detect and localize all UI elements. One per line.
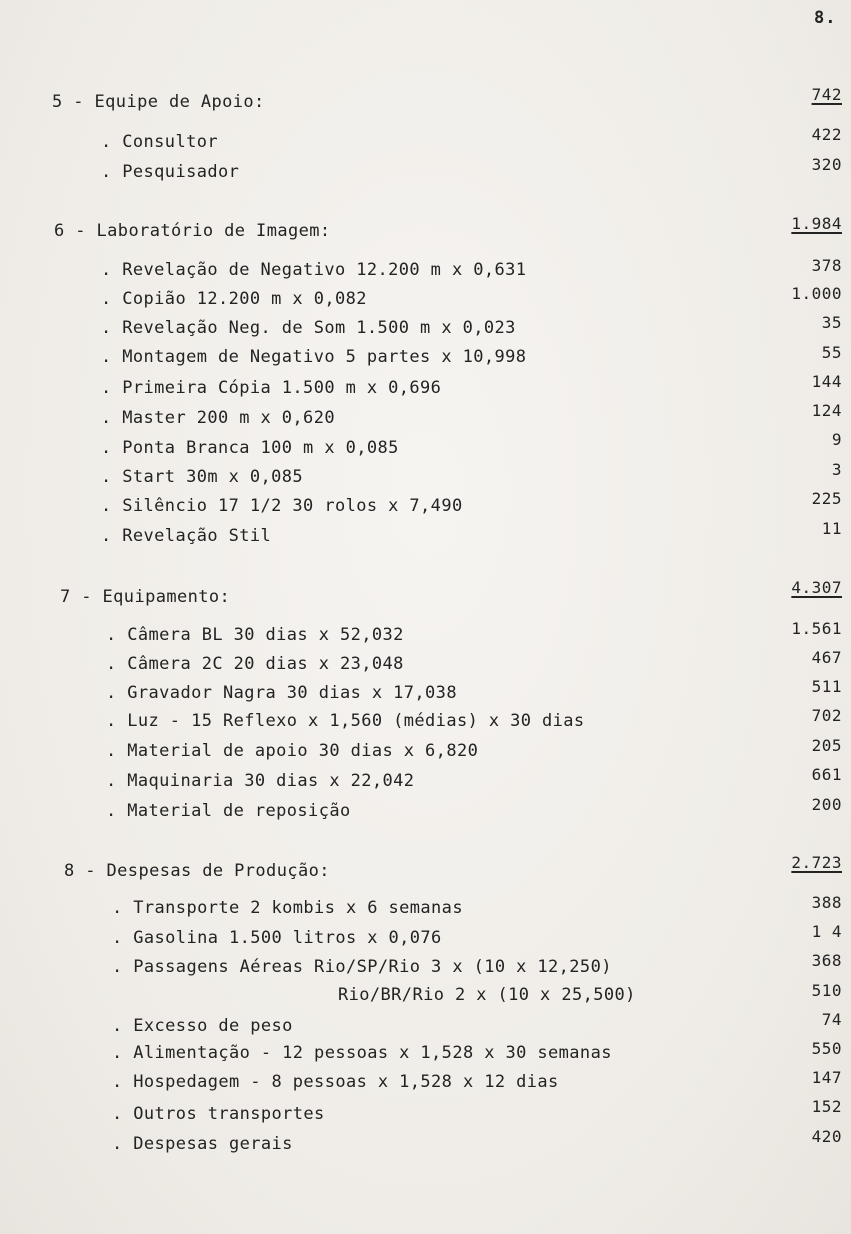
budget-line: . Alimentação - 12 pessoas x 1,528 x 30 semanas: [112, 1043, 612, 1063]
budget-amount: 152: [811, 1097, 842, 1116]
budget-amount: 511: [811, 677, 842, 696]
budget-line: . Gravador Nagra 30 dias x 17,038: [106, 683, 457, 703]
budget-amount: 510: [811, 981, 842, 1000]
budget-amount: 388: [811, 893, 842, 912]
budget-line: . Primeira Cópia 1.500 m x 0,696: [101, 378, 442, 398]
budget-amount: 368: [811, 951, 842, 970]
budget-line: . Hospedagem - 8 pessoas x 1,528 x 12 dias: [112, 1072, 559, 1092]
budget-amount: 200: [811, 795, 842, 814]
budget-amount: 147: [811, 1068, 842, 1087]
budget-line: . Master 200 m x 0,620: [101, 408, 335, 428]
budget-line: . Passagens Aéreas Rio/SP/Rio 3 x (10 x 12,250): [112, 957, 612, 977]
budget-amount: 144: [811, 372, 842, 391]
budget-amount: 225: [811, 489, 842, 508]
budget-line: . Luz - 15 Reflexo x 1,560 (médias) x 30 dias: [106, 711, 585, 731]
budget-line: . Pesquisador: [101, 162, 240, 182]
section-7-total: 4.307: [791, 578, 842, 597]
budget-amount: 124: [811, 401, 842, 420]
budget-amount: 378: [811, 256, 842, 275]
budget-amount: 467: [811, 648, 842, 667]
budget-amount: 661: [811, 765, 842, 784]
budget-line: . Maquinaria 30 dias x 22,042: [106, 771, 415, 791]
section-6-total: 1.984: [791, 214, 842, 233]
budget-line: . Copião 12.200 m x 0,082: [101, 289, 367, 309]
budget-line: . Material de reposição: [106, 801, 351, 821]
budget-line: . Gasolina 1.500 litros x 0,076: [112, 928, 442, 948]
budget-line: . Transporte 2 kombis x 6 semanas: [112, 898, 463, 918]
budget-amount: 702: [811, 706, 842, 725]
budget-line-continuation: Rio/BR/Rio 2 x (10 x 25,500): [338, 985, 636, 1005]
section-5-heading: 5 - Equipe de Apoio:: [52, 92, 265, 112]
budget-amount: 9: [831, 430, 842, 449]
section-6-heading: 6 - Laboratório de Imagem:: [54, 221, 331, 241]
budget-line: . Despesas gerais: [112, 1134, 293, 1154]
budget-amount: 320: [811, 155, 842, 174]
budget-amount: 205: [811, 736, 842, 755]
budget-line: . Ponta Branca 100 m x 0,085: [101, 438, 399, 458]
budget-amount: 1.561: [791, 619, 842, 638]
budget-line: . Material de apoio 30 dias x 6,820: [106, 741, 479, 761]
section-8-total: 2.723: [791, 853, 842, 872]
section-8-heading: 8 - Despesas de Produção:: [64, 861, 330, 881]
budget-amount: 1.000: [791, 284, 842, 303]
budget-amount: 3: [831, 460, 842, 479]
budget-amount: 420: [811, 1127, 842, 1146]
budget-line: . Outros transportes: [112, 1104, 325, 1124]
budget-line: . Câmera 2C 20 dias x 23,048: [106, 654, 404, 674]
budget-amount: 74: [821, 1010, 842, 1029]
budget-line: . Silêncio 17 1/2 30 rolos x 7,490: [101, 496, 463, 516]
budget-amount: 11: [821, 519, 842, 538]
budget-line: . Excesso de peso: [112, 1016, 293, 1036]
budget-amount: 55: [821, 343, 842, 362]
budget-amount: 35: [821, 313, 842, 332]
section-5-total: 742: [811, 85, 842, 104]
budget-line: . Revelação Stil: [101, 526, 272, 546]
budget-line: . Start 30m x 0,085: [101, 467, 304, 487]
budget-line: . Consultor: [101, 132, 218, 152]
budget-amount: 550: [811, 1039, 842, 1058]
budget-line: . Montagem de Negativo 5 partes x 10,998: [101, 347, 527, 367]
page-number: 8.: [814, 8, 837, 28]
section-7-heading: 7 - Equipamento:: [60, 587, 231, 607]
budget-line: . Revelação Neg. de Som 1.500 m x 0,023: [101, 318, 516, 338]
budget-amount: 422: [811, 125, 842, 144]
budget-line: . Câmera BL 30 dias x 52,032: [106, 625, 404, 645]
budget-amount: 1 4: [811, 922, 842, 941]
budget-line: . Revelação de Negativo 12.200 m x 0,631: [101, 260, 527, 280]
